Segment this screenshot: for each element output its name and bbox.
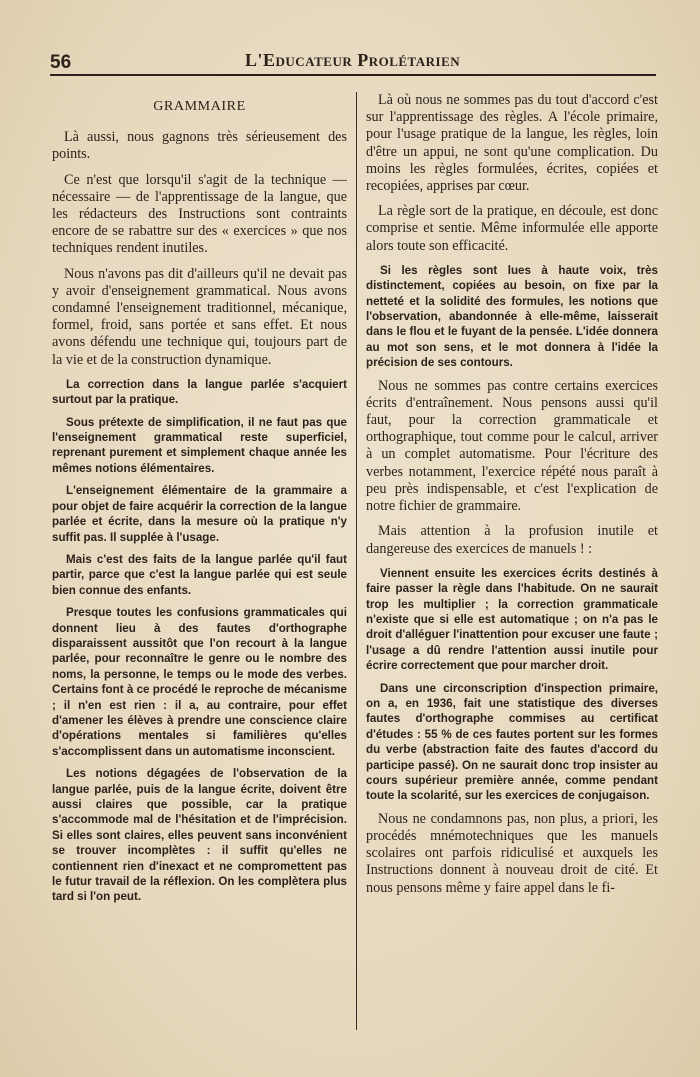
quoted-instruction: Dans une circonscription d'inspection primaire, on a, en 1936, fait une statistique des diverses fautes d'orthographe commises au certificat d'études : 55 % de ces fautes portent sur les formes du verbe (abstraction faite des fautes d'accord du participe passé). On ne saurait donc trop insister au cours supérieur première année, comme pendant toute la scolarité, sur les exercices de conjugaison. xyxy=(366,681,658,803)
column-divider xyxy=(356,92,357,1030)
right-column xyxy=(366,92,658,905)
quoted-instruction: Mais c'est des faits de la langue parlée qu'il faut partir, parce que c'est la langue parlée qui est seule bien connue des enfants. xyxy=(52,552,347,597)
page-header xyxy=(50,48,655,72)
body-paragraph: Mais attention à la profusion inutile et dangereuse des exercices de manuels ! : xyxy=(366,523,658,557)
quoted-instruction: Si les règles sont lues à haute voix, très distinctement, copiées au besoin, on fixe par la netteté et la solidité des formules, les notions que l'observation, abandonnée à elle-même, laisserait dans le flou et le fuyant de la pensée. L'idée donnera au mot son sens, et le mot donnera à l'idée la précision de ses contours. xyxy=(366,263,658,370)
header-rule xyxy=(50,74,656,76)
body-paragraph: Nous ne sommes pas contre certains exercices écrits d'entraînement. Nous pensons aussi qu'il faut, pour la correction grammaticale et orthographique, tout comme pour le calcul, arriver à un complet automatisme. Pour l'écriture des verbes notamment, l'exercice répété nous paraît à peu près indispensable, et c'est l'explication de notre fichier de grammaire. xyxy=(366,377,658,515)
body-paragraph: La règle sort de la pratique, en découle, est donc comprise et sentie. Même informulée elle apporte alors toute son efficacité. xyxy=(366,203,658,254)
body-paragraph: Ce n'est que lorsqu'il s'agit de la technique — nécessaire — de l'apprentissage de la langue, que les rédacteurs des Instructions sont contraints encore de se rabattre sur des « exercices » que nos techniques rendent inutiles. xyxy=(52,171,347,257)
quoted-instruction: L'enseignement élémentaire de la grammaire a pour objet de faire acquérir la correction de la langue parlée et écrite, dans la mesure où la pratique n'y suffit pas. Il supplée à l'usage. xyxy=(52,484,347,544)
quoted-instruction: Sous prétexte de simplification, il ne faut pas que l'enseignement grammatical reste superficiel, reprenant purement et simplement chaque année les mêmes notions élémentaires. xyxy=(52,415,347,475)
page-number: 56 xyxy=(50,52,72,73)
body-paragraph: Là aussi, nous gagnons très sérieusement des points. xyxy=(52,129,347,163)
body-paragraph: Nous n'avons pas dit d'ailleurs qu'il ne devait pas y avoir d'enseignement grammatical. Nous avons condamné l'enseignement traditionnel, mécanique, formel, froid, sans portée et sans effet. Et nous avons défendu une technique qui, toujours part de la vie et de la construction dynamique. xyxy=(52,265,347,368)
body-paragraph: Nous ne condamnons pas, non plus, a priori, les procédés mnémotechniques que les manuels scolaires ont parfois ridiculisé et auxquels les Instructions donnent à nouveau droit de cité. Et nous pensons même y faire appel dans le fi- xyxy=(366,810,658,896)
quoted-instruction: Viennent ensuite les exercices écrits destinés à faire passer la règle dans l'habitude. On ne saurait trop les multiplier ; la correction grammaticale n'existe que si elle est automatique ; on n'a pas le droit d'alléguer l'inattention pour excuser une faute ; l'usage a dû rendre l'attention aussi inutile pour écrire correctement que pour marcher droit. xyxy=(366,566,658,673)
body-paragraph: Là où nous ne sommes pas du tout d'accord c'est sur l'apprentissage des règles. A l'école primaire, pour l'usage pratique de la langue, les règles, loin d'être un appui, ne sont qu'une complication. Du moins les règles formulées, écrites, copiées et recopiées, apprises par cœur. xyxy=(366,92,658,195)
left-column xyxy=(52,92,347,912)
section-heading: GRAMMAIRE xyxy=(153,99,246,114)
quoted-instruction: Les notions dégagées de l'observation de la langue parlée, puis de la langue écrite, doivent être aussi claires que possible, car la pratique s'accommode mal de l'hésitation et de l'imprécision. Si elles sont claires, elles peuvent sans inconvénient se trouver incomplètes : il suffit qu'elles ne contiennent rien d'inexact et ne compromettent pas le futur travail de la réflexion. On les complètera plus tard si l'on peut. xyxy=(52,767,347,904)
quoted-instruction: Presque toutes les confusions grammaticales qui donnent lieu à des fautes d'orthographe disparaissent aussitôt que l'on recourt à la langue parlée, pour reconnaître le genre ou le nombre des noms, la personne, le temps ou le mode des verbes. Certains font à ce procédé le reproche de mécanisme ; il n'en est rien : il a, au contraire, pour effet d'amener les élèves à prendre une conscience claire d'opérations mentales si familières qu'elles s'accomplissent dans un automatisme inconscient. xyxy=(52,606,347,758)
quoted-instruction: La correction dans la langue parlée s'acquiert surtout par la pratique. xyxy=(52,377,347,407)
running-title: L'Educateur Prolétarien xyxy=(245,50,461,70)
